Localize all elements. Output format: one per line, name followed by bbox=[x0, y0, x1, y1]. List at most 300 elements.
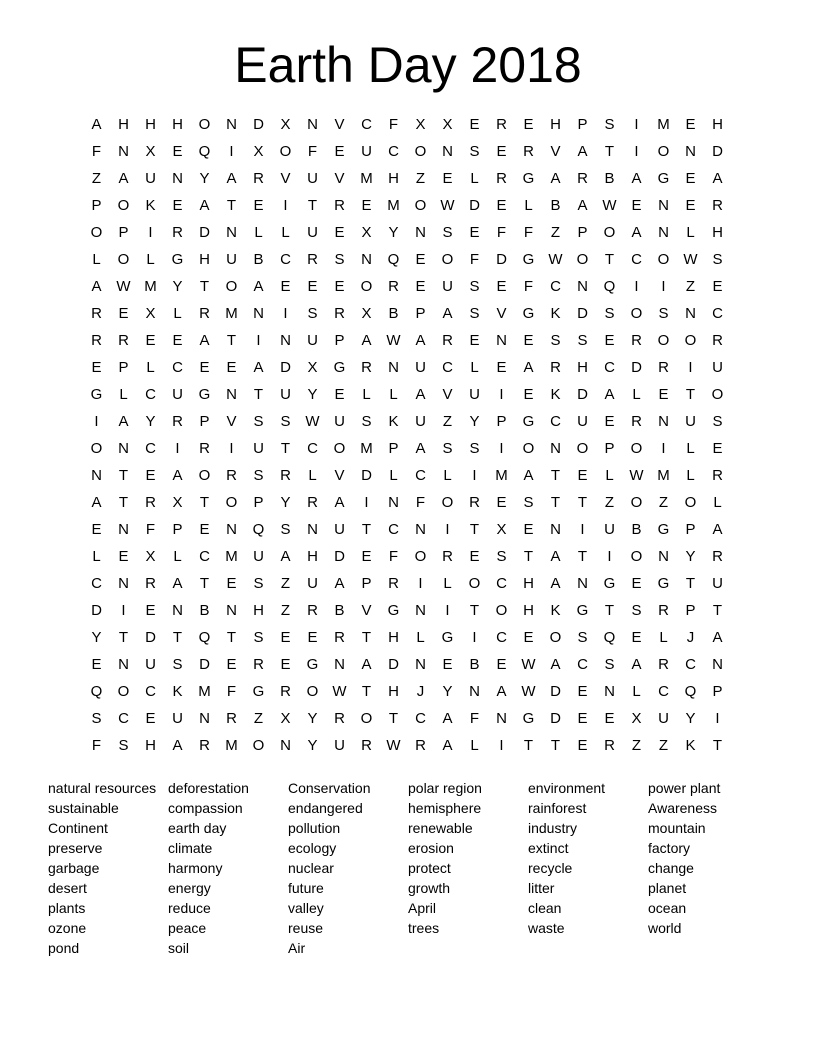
grid-letter: P bbox=[685, 602, 696, 619]
grid-letter: U bbox=[307, 332, 318, 349]
grid-letter: O bbox=[198, 467, 211, 484]
grid-letter: U bbox=[604, 521, 615, 538]
grid-letter: T bbox=[604, 251, 615, 268]
grid-letter: U bbox=[172, 386, 183, 403]
grid-letter: E bbox=[91, 521, 102, 538]
grid-letter: T bbox=[469, 602, 480, 619]
grid-letter: C bbox=[361, 116, 372, 133]
grid-letter: K bbox=[550, 305, 561, 322]
grid-letter: T bbox=[118, 467, 129, 484]
grid-letter: O bbox=[279, 143, 292, 160]
grid-letter: N bbox=[496, 332, 507, 349]
grid-letter: O bbox=[549, 629, 562, 646]
grid-letter: H bbox=[550, 116, 561, 133]
grid-letter: J bbox=[686, 629, 695, 646]
grid-letter: K bbox=[145, 197, 156, 214]
word-list-item: rainforest bbox=[528, 800, 587, 816]
grid-letter: U bbox=[253, 440, 264, 457]
grid-letter: O bbox=[198, 116, 211, 133]
grid-letter: R bbox=[712, 332, 723, 349]
grid-letter: N bbox=[91, 467, 102, 484]
grid-letter: G bbox=[522, 413, 535, 430]
grid-letter: E bbox=[226, 575, 237, 592]
grid-letter: E bbox=[631, 629, 642, 646]
grid-letter: I bbox=[229, 143, 234, 160]
grid-letter: Z bbox=[658, 737, 669, 754]
grid-letter: L bbox=[254, 224, 263, 241]
grid-letter: A bbox=[712, 629, 723, 646]
grid-letter: A bbox=[253, 359, 264, 376]
grid-letter: O bbox=[522, 440, 535, 457]
grid-letter: L bbox=[119, 386, 128, 403]
grid-letter: S bbox=[442, 440, 453, 457]
grid-letter: R bbox=[712, 467, 723, 484]
grid-letter: E bbox=[442, 656, 453, 673]
grid-letter: A bbox=[550, 170, 561, 187]
grid-letter: N bbox=[496, 710, 507, 727]
word-list-item: world bbox=[648, 920, 682, 936]
grid-letter: T bbox=[361, 629, 372, 646]
grid-letter: R bbox=[604, 737, 615, 754]
grid-letter: Q bbox=[603, 629, 616, 646]
word-list-item: protect bbox=[408, 860, 451, 876]
word-list-item: nuclear bbox=[288, 860, 334, 876]
grid-letter: T bbox=[550, 467, 561, 484]
grid-letter: P bbox=[415, 305, 426, 322]
grid-letter: Q bbox=[684, 683, 697, 700]
grid-letter: Y bbox=[307, 710, 318, 727]
grid-letter: U bbox=[334, 521, 345, 538]
grid-letter: E bbox=[199, 359, 210, 376]
grid-letter: F bbox=[415, 494, 426, 511]
grid-letter: C bbox=[388, 143, 399, 160]
grid-letter: M bbox=[198, 683, 211, 700]
grid-letter: E bbox=[496, 494, 507, 511]
grid-letter: N bbox=[658, 548, 669, 565]
grid-letter: R bbox=[361, 737, 372, 754]
word-list-item: trees bbox=[408, 920, 440, 936]
grid-letter: R bbox=[658, 359, 669, 376]
grid-letter: A bbox=[442, 710, 453, 727]
grid-letter: E bbox=[280, 629, 291, 646]
grid-letter: F bbox=[496, 224, 507, 241]
grid-letter: R bbox=[631, 332, 642, 349]
grid-letter: S bbox=[469, 305, 480, 322]
grid-letter: P bbox=[685, 521, 696, 538]
grid-letter: N bbox=[172, 602, 183, 619]
grid-letter: E bbox=[226, 359, 237, 376]
grid-letter: S bbox=[280, 521, 291, 538]
grid-letter: E bbox=[496, 197, 507, 214]
word-list-item: erosion bbox=[408, 840, 454, 856]
grid-letter: N bbox=[388, 494, 399, 511]
grid-letter: N bbox=[577, 278, 588, 295]
grid-letter: D bbox=[496, 251, 507, 268]
grid-letter: I bbox=[445, 521, 450, 538]
grid-letter: C bbox=[496, 629, 507, 646]
grid-letter: B bbox=[631, 521, 642, 538]
grid-letter: R bbox=[334, 629, 345, 646]
grid-letter: M bbox=[225, 737, 238, 754]
grid-letter: L bbox=[308, 467, 317, 484]
grid-letter: T bbox=[469, 521, 480, 538]
word-list-item: endangered bbox=[288, 800, 363, 816]
word-list-item: natural resources bbox=[48, 780, 157, 796]
grid-letter: E bbox=[172, 197, 183, 214]
word-list-item: mountain bbox=[648, 820, 706, 836]
word-list-item: earth day bbox=[168, 820, 227, 836]
grid-letter: R bbox=[658, 656, 669, 673]
word-list-item: valley bbox=[288, 900, 324, 916]
grid-letter: R bbox=[388, 575, 399, 592]
grid-letter: W bbox=[386, 737, 401, 754]
grid-letter: A bbox=[361, 656, 372, 673]
word-list-item: climate bbox=[168, 840, 213, 856]
word-column bbox=[168, 778, 288, 958]
word-list-item: Conservation bbox=[288, 780, 371, 796]
grid-letter: R bbox=[712, 197, 723, 214]
grid-letter: A bbox=[712, 170, 723, 187]
grid-letter: D bbox=[253, 116, 264, 133]
grid-letter: I bbox=[634, 116, 639, 133]
grid-letter: S bbox=[469, 278, 480, 295]
grid-letter: I bbox=[607, 548, 612, 565]
grid-letter: E bbox=[334, 386, 345, 403]
grid-letter: N bbox=[685, 143, 696, 160]
grid-letter: R bbox=[442, 332, 453, 349]
grid-letter: O bbox=[657, 143, 670, 160]
grid-letter: R bbox=[280, 467, 291, 484]
grid-letter: S bbox=[253, 629, 264, 646]
grid-letter: A bbox=[604, 386, 615, 403]
grid-letter: S bbox=[334, 251, 345, 268]
grid-letter: G bbox=[90, 386, 103, 403]
grid-letter: Z bbox=[280, 602, 291, 619]
grid-letter: I bbox=[634, 278, 639, 295]
grid-letter: O bbox=[306, 683, 319, 700]
grid-letter: P bbox=[118, 224, 129, 241]
grid-letter: R bbox=[145, 494, 156, 511]
grid-letter: W bbox=[386, 332, 401, 349]
grid-letter: I bbox=[94, 413, 99, 430]
grid-letter: U bbox=[280, 386, 291, 403]
grid-letter: E bbox=[469, 224, 480, 241]
grid-letter: G bbox=[576, 602, 589, 619]
grid-letter: L bbox=[146, 359, 155, 376]
grid-letter: D bbox=[388, 656, 399, 673]
grid-letter: C bbox=[415, 467, 426, 484]
grid-letter: Q bbox=[252, 521, 265, 538]
grid-letter: A bbox=[172, 575, 183, 592]
grid-letter: E bbox=[577, 737, 588, 754]
grid-letter: R bbox=[523, 143, 534, 160]
grid-letter: E bbox=[496, 278, 507, 295]
grid-letter: O bbox=[414, 197, 427, 214]
grid-letter: G bbox=[657, 521, 670, 538]
grid-letter: I bbox=[499, 440, 504, 457]
grid-letter: L bbox=[713, 494, 722, 511]
grid-letter: B bbox=[469, 656, 480, 673]
grid-letter: V bbox=[442, 386, 453, 403]
grid-letter: S bbox=[604, 305, 615, 322]
grid-letter: L bbox=[605, 467, 614, 484]
grid-letter: N bbox=[118, 440, 129, 457]
grid-letter: L bbox=[362, 386, 371, 403]
grid-letter: N bbox=[577, 575, 588, 592]
grid-letter: N bbox=[550, 521, 561, 538]
grid-letter: E bbox=[523, 386, 534, 403]
grid-letter: F bbox=[91, 737, 102, 754]
grid-letter: Y bbox=[280, 494, 291, 511]
grid-letter: L bbox=[92, 251, 101, 268]
grid-letter: C bbox=[550, 413, 561, 430]
grid-letter: O bbox=[468, 575, 481, 592]
grid-letter: E bbox=[334, 143, 345, 160]
grid-letter: Y bbox=[469, 413, 480, 430]
grid-letter: T bbox=[712, 737, 723, 754]
grid-letter: N bbox=[658, 197, 669, 214]
word-list-item: growth bbox=[408, 880, 451, 896]
grid-letter: E bbox=[280, 278, 291, 295]
word-list-item: hemisphere bbox=[408, 800, 482, 816]
grid-letter: N bbox=[550, 440, 561, 457]
grid-letter: E bbox=[604, 332, 615, 349]
grid-letter: U bbox=[712, 575, 723, 592]
grid-letter: N bbox=[388, 359, 399, 376]
grid-letter: U bbox=[307, 170, 318, 187]
grid-letter: H bbox=[712, 224, 723, 241]
letter-grid bbox=[83, 111, 731, 759]
grid-letter: L bbox=[524, 197, 533, 214]
grid-letter: C bbox=[145, 386, 156, 403]
grid-letter: D bbox=[334, 548, 345, 565]
grid-letter: H bbox=[307, 548, 318, 565]
grid-letter: E bbox=[712, 440, 723, 457]
grid-letter: A bbox=[199, 332, 210, 349]
grid-letter: G bbox=[441, 629, 454, 646]
grid-letter: M bbox=[495, 467, 508, 484]
grid-letter: C bbox=[577, 656, 588, 673]
grid-letter: F bbox=[469, 710, 480, 727]
grid-letter: S bbox=[253, 575, 264, 592]
grid-letter: E bbox=[577, 710, 588, 727]
grid-letter: M bbox=[225, 305, 238, 322]
grid-letter: P bbox=[199, 413, 210, 430]
grid-letter: H bbox=[145, 116, 156, 133]
grid-letter: E bbox=[226, 656, 237, 673]
grid-letter: C bbox=[550, 278, 561, 295]
grid-letter: N bbox=[415, 656, 426, 673]
grid-letter: L bbox=[416, 629, 425, 646]
grid-letter: O bbox=[657, 251, 670, 268]
grid-letter: E bbox=[523, 332, 534, 349]
grid-letter: T bbox=[361, 683, 372, 700]
grid-letter: K bbox=[172, 683, 183, 700]
grid-letter: I bbox=[688, 359, 693, 376]
grid-letter: X bbox=[145, 548, 156, 565]
word-list-item: ecology bbox=[288, 840, 337, 856]
grid-letter: Q bbox=[603, 278, 616, 295]
grid-letter: I bbox=[580, 521, 585, 538]
grid-letter: X bbox=[307, 359, 318, 376]
grid-letter: R bbox=[442, 548, 453, 565]
grid-letter: I bbox=[472, 467, 477, 484]
grid-letter: N bbox=[604, 683, 615, 700]
grid-letter: K bbox=[550, 602, 561, 619]
grid-letter: E bbox=[172, 332, 183, 349]
word-list-item: change bbox=[648, 860, 694, 876]
word-list-item: renewable bbox=[408, 820, 473, 836]
grid-letter: W bbox=[305, 413, 320, 430]
grid-letter: N bbox=[118, 143, 129, 160]
grid-letter: O bbox=[684, 332, 697, 349]
grid-letter: T bbox=[118, 494, 129, 511]
grid-letter: I bbox=[715, 710, 720, 727]
grid-letter: S bbox=[577, 332, 588, 349]
grid-letter: C bbox=[658, 683, 669, 700]
grid-letter: W bbox=[521, 656, 536, 673]
grid-letter: N bbox=[307, 521, 318, 538]
grid-letter: L bbox=[389, 467, 398, 484]
grid-letter: T bbox=[199, 278, 210, 295]
grid-letter: P bbox=[712, 683, 723, 700]
grid-letter: F bbox=[523, 224, 534, 241]
grid-letter: U bbox=[307, 575, 318, 592]
grid-letter: T bbox=[577, 548, 588, 565]
grid-letter: X bbox=[145, 305, 156, 322]
grid-letter: A bbox=[334, 494, 345, 511]
grid-letter: I bbox=[661, 440, 666, 457]
grid-letter: R bbox=[199, 737, 210, 754]
grid-letter: G bbox=[657, 575, 670, 592]
grid-letter: R bbox=[172, 413, 183, 430]
grid-letter: N bbox=[307, 116, 318, 133]
grid-letter: E bbox=[118, 305, 129, 322]
word-list-item: plants bbox=[48, 900, 86, 916]
grid-letter: A bbox=[280, 548, 291, 565]
grid-letter: O bbox=[630, 305, 643, 322]
grid-letter: O bbox=[90, 440, 103, 457]
grid-letter: N bbox=[712, 656, 723, 673]
grid-letter: P bbox=[361, 575, 372, 592]
grid-letter: A bbox=[253, 278, 264, 295]
grid-letter: O bbox=[414, 143, 427, 160]
grid-letter: S bbox=[280, 413, 291, 430]
grid-letter: N bbox=[118, 575, 129, 592]
grid-letter: E bbox=[334, 224, 345, 241]
grid-letter: E bbox=[415, 278, 426, 295]
grid-letter: L bbox=[686, 467, 695, 484]
grid-letter: S bbox=[469, 440, 480, 457]
grid-letter: H bbox=[523, 602, 534, 619]
grid-letter: P bbox=[388, 440, 399, 457]
grid-letter: A bbox=[631, 224, 642, 241]
word-column bbox=[648, 778, 768, 958]
grid-letter: M bbox=[225, 548, 238, 565]
grid-letter: L bbox=[92, 548, 101, 565]
grid-letter: U bbox=[226, 251, 237, 268]
grid-letter: Z bbox=[604, 494, 615, 511]
grid-letter: E bbox=[91, 359, 102, 376]
grid-letter: O bbox=[117, 683, 130, 700]
word-list-item: soil bbox=[168, 940, 190, 956]
grid-letter: Y bbox=[91, 629, 102, 646]
grid-letter: V bbox=[361, 602, 372, 619]
grid-letter: I bbox=[472, 629, 477, 646]
grid-letter: Z bbox=[253, 710, 264, 727]
grid-letter: D bbox=[199, 656, 210, 673]
grid-letter: Y bbox=[307, 386, 318, 403]
grid-letter: I bbox=[229, 440, 234, 457]
grid-letter: Y bbox=[307, 737, 318, 754]
grid-letter: X bbox=[280, 710, 291, 727]
grid-letter: A bbox=[712, 521, 723, 538]
grid-letter: R bbox=[577, 170, 588, 187]
grid-letter: F bbox=[145, 521, 156, 538]
grid-letter: L bbox=[686, 440, 695, 457]
grid-letter: L bbox=[281, 224, 290, 241]
grid-letter: U bbox=[172, 710, 183, 727]
grid-letter: U bbox=[334, 737, 345, 754]
word-list-item: April bbox=[408, 900, 437, 916]
grid-letter: C bbox=[496, 575, 507, 592]
grid-letter: B bbox=[550, 197, 561, 214]
grid-letter: R bbox=[307, 251, 318, 268]
grid-letter: G bbox=[306, 656, 319, 673]
grid-letter: A bbox=[172, 467, 183, 484]
grid-letter: Z bbox=[415, 170, 426, 187]
grid-letter: E bbox=[631, 197, 642, 214]
grid-letter: H bbox=[172, 116, 183, 133]
grid-letter: E bbox=[469, 548, 480, 565]
grid-letter: O bbox=[495, 602, 508, 619]
grid-letter: E bbox=[145, 710, 156, 727]
word-list-item: factory bbox=[648, 840, 691, 856]
grid-letter: S bbox=[442, 224, 453, 241]
grid-letter: W bbox=[332, 683, 347, 700]
grid-letter: G bbox=[603, 575, 616, 592]
grid-letter: D bbox=[469, 197, 480, 214]
word-list-item: reuse bbox=[288, 920, 324, 936]
grid-letter: L bbox=[686, 224, 695, 241]
grid-letter: H bbox=[253, 602, 264, 619]
grid-letter: R bbox=[712, 548, 723, 565]
grid-letter: R bbox=[496, 170, 507, 187]
grid-letter: G bbox=[522, 170, 535, 187]
grid-letter: W bbox=[440, 197, 455, 214]
grid-letter: L bbox=[146, 251, 155, 268]
grid-letter: A bbox=[415, 386, 426, 403]
grid-letter: O bbox=[360, 278, 373, 295]
grid-letter: E bbox=[307, 629, 318, 646]
grid-letter: A bbox=[442, 737, 453, 754]
grid-letter: K bbox=[388, 413, 399, 430]
grid-letter: P bbox=[577, 116, 588, 133]
grid-letter: V bbox=[550, 143, 561, 160]
grid-letter: N bbox=[658, 413, 669, 430]
word-list-item: harmony bbox=[168, 860, 223, 876]
word-list-item: peace bbox=[168, 920, 207, 936]
grid-letter: Z bbox=[91, 170, 102, 187]
grid-letter: U bbox=[442, 278, 453, 295]
grid-letter: O bbox=[603, 224, 616, 241]
grid-letter: N bbox=[118, 656, 129, 673]
grid-letter: E bbox=[469, 332, 480, 349]
grid-letter: V bbox=[496, 305, 507, 322]
word-list-item: litter bbox=[528, 880, 555, 896]
grid-letter: O bbox=[360, 710, 373, 727]
grid-letter: E bbox=[199, 521, 210, 538]
